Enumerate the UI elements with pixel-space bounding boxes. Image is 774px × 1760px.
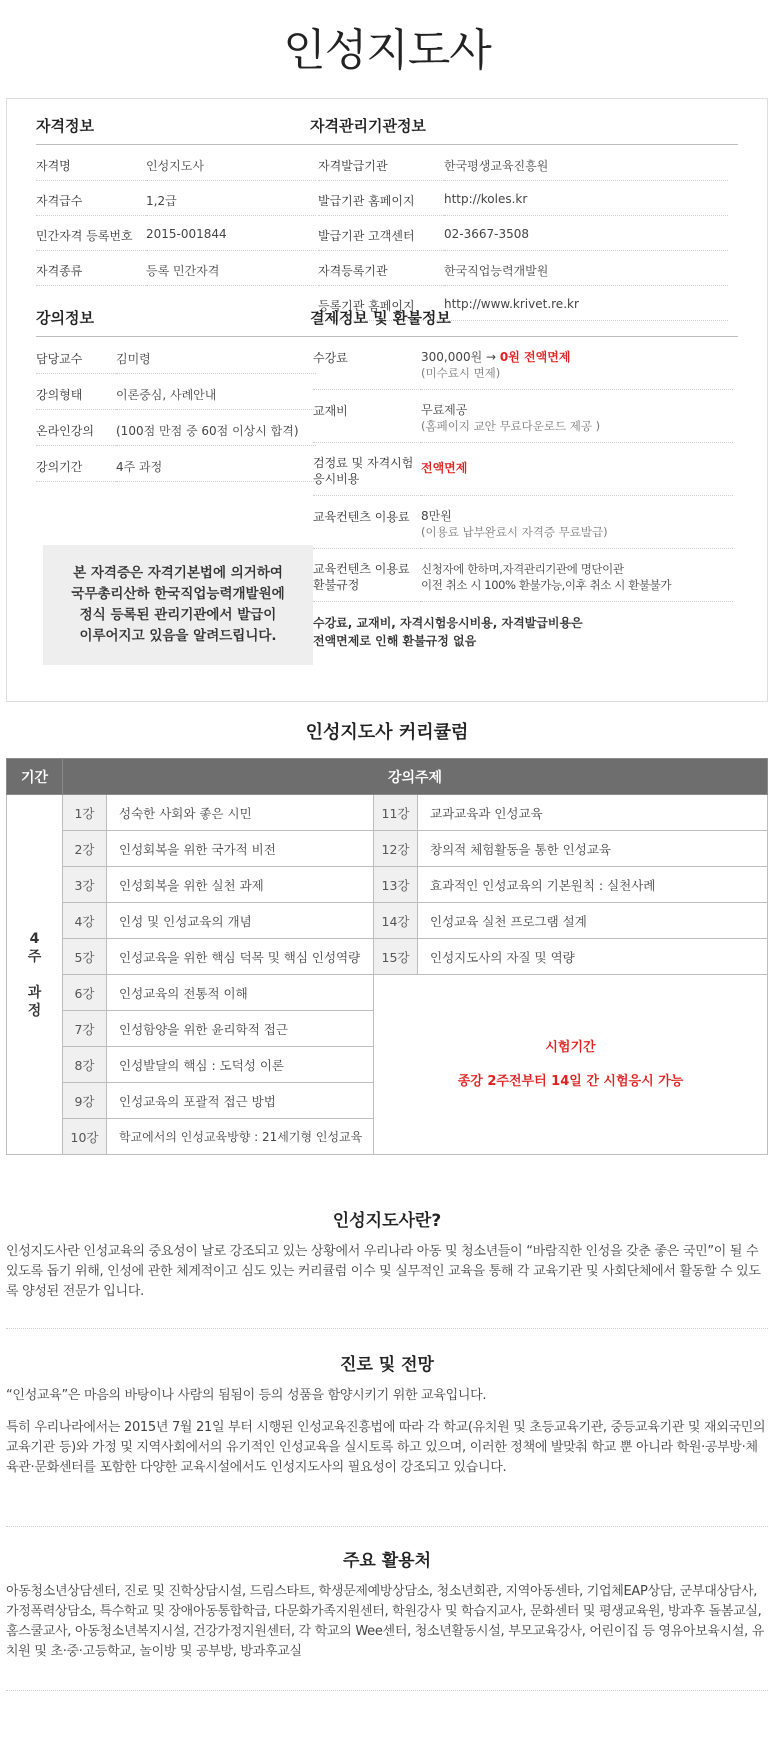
table-row bbox=[36, 181, 316, 216]
row-key: 자격발급기관 bbox=[318, 145, 444, 181]
table-row bbox=[36, 251, 316, 286]
row-key: 교육컨텐츠 이용료 bbox=[313, 496, 421, 549]
agency-table bbox=[318, 145, 728, 321]
table-row bbox=[7, 975, 768, 1011]
textbook-note: (홈페이지 교안 무료다운로드 제공 ) bbox=[421, 419, 601, 433]
agency-heading: 자격관리기관정보 bbox=[310, 115, 738, 145]
lesson-number: 9강 bbox=[63, 1083, 107, 1119]
lecture-section bbox=[36, 307, 316, 482]
curriculum-table bbox=[6, 758, 768, 1155]
lesson-number: 4강 bbox=[63, 903, 107, 939]
exam-period-text: 종강 2주전부터 14일 간 시험응시 가능 bbox=[457, 1073, 684, 1089]
refund-line: 신청자에 한하며,자격관리기관에 명단이관 bbox=[421, 562, 624, 576]
career-text-1: “인성교육”은 마음의 바탕이나 사람의 됨됨이 등의 성품을 함양시키기 위한 교육입니다. bbox=[6, 1388, 487, 1403]
table-row bbox=[36, 337, 316, 374]
lesson-topic: 인성지도사의 자질 및 역량 bbox=[418, 939, 768, 975]
table-row bbox=[313, 602, 733, 659]
about-title: 인성지도사란? bbox=[332, 1211, 442, 1231]
lesson-number: 11강 bbox=[374, 795, 418, 831]
refund-value bbox=[421, 549, 733, 602]
divider bbox=[6, 1690, 768, 1691]
lesson-number: 10강 bbox=[63, 1119, 107, 1155]
refund-footer bbox=[313, 602, 733, 659]
period-text: 정 bbox=[27, 1002, 42, 1019]
period-text: 4 bbox=[29, 930, 40, 947]
content-price: 8만원 bbox=[421, 509, 452, 523]
row-key: 자격급수 bbox=[36, 181, 146, 216]
table-row bbox=[7, 903, 768, 939]
table-row bbox=[36, 145, 316, 181]
lesson-number: 13강 bbox=[374, 867, 418, 903]
period-text: 과 bbox=[27, 984, 42, 1001]
table-row bbox=[313, 337, 733, 390]
tuition-free: 0원 전액면제 bbox=[499, 350, 571, 364]
refund-line: 이전 취소 시 100% 환불가능,이후 취소 시 환불불가 bbox=[421, 578, 672, 592]
lecture-table bbox=[36, 337, 316, 482]
lesson-topic: 인성회복을 위한 국가적 비전 bbox=[107, 831, 374, 867]
lesson-topic: 인성교육의 전통적 이해 bbox=[107, 975, 374, 1011]
page-title: 인성지도사 bbox=[283, 25, 491, 76]
row-value: 등록 민간자격 bbox=[146, 251, 316, 286]
period-cell bbox=[7, 795, 63, 1155]
row-value: 한국평생교육진흥원 bbox=[444, 145, 728, 181]
row-value: 4주 과정 bbox=[116, 446, 316, 482]
career-title: 진로 및 전망 bbox=[340, 1355, 434, 1375]
table-row bbox=[313, 443, 733, 496]
row-key: 강의기간 bbox=[36, 446, 116, 482]
lesson-topic: 인성교육의 포괄적 접근 방법 bbox=[107, 1083, 374, 1119]
qualification-heading: 자격정보 bbox=[36, 115, 316, 145]
lesson-number: 1강 bbox=[63, 795, 107, 831]
notice-line: 본 자격증은 자격기본법에 의거하여 bbox=[73, 565, 283, 581]
period-spacer bbox=[7, 966, 62, 984]
table-header-row bbox=[7, 759, 768, 795]
lecture-heading: 강의정보 bbox=[36, 307, 316, 337]
row-value: 이론중심, 사례안내 bbox=[116, 374, 316, 410]
table-row bbox=[7, 831, 768, 867]
payment-section bbox=[310, 307, 738, 658]
refund-footer-line: 수강료, 교재비, 자격시험응시비용, 자격발급비용은 bbox=[313, 616, 583, 630]
topic-header: 강의주제 bbox=[63, 759, 768, 795]
tuition-value bbox=[421, 337, 733, 390]
row-value: 인성지도사 bbox=[146, 145, 316, 181]
lesson-topic: 인성 및 인성교육의 개념 bbox=[107, 903, 374, 939]
table-row bbox=[36, 216, 316, 251]
content-note: (이용료 납부완료시 자격증 무료발급) bbox=[421, 525, 608, 539]
lesson-topic: 인성발달의 핵심 : 도덕성 이론 bbox=[107, 1047, 374, 1083]
notice-box bbox=[43, 545, 313, 665]
career-text-2: 특히 우리나라에서는 2015년 7월 21일 부터 시행된 인성교육진흥법에 따라 각 학교(유치원 및 초등교육기관, 중등교육기관 및 재외국민의 교육기관 등)와 가정 및 지역사회에서의 유기적인 인성교육을 실시토록 하고 있으며, 이러한 정책에 발맞춰 학교 뿐 아니라 학원·공부방·체육관·문화센터를 포함한 다양한 교육시설에서도 인성지도사의 필요성이 강조되고 있습니다. bbox=[6, 1420, 766, 1475]
row-key: 자격종류 bbox=[36, 251, 146, 286]
lesson-number: 5강 bbox=[63, 939, 107, 975]
lesson-number: 15강 bbox=[374, 939, 418, 975]
textbook-value bbox=[421, 390, 733, 443]
table-row bbox=[7, 795, 768, 831]
lesson-number: 2강 bbox=[63, 831, 107, 867]
refund-footer-line: 전액면제로 인해 환불규정 없음 bbox=[313, 634, 477, 648]
table-row bbox=[36, 410, 316, 446]
qualification-table bbox=[36, 145, 316, 286]
lesson-topic: 효과적인 인성교육의 기본원칙 : 실천사례 bbox=[418, 867, 768, 903]
period-text: 주 bbox=[27, 948, 42, 965]
lesson-topic: 인성회복을 위한 실천 과제 bbox=[107, 867, 374, 903]
content-value bbox=[421, 496, 733, 549]
tuition-price: 300,000원 → bbox=[421, 350, 497, 364]
lesson-topic: 창의적 체험활동을 통한 인성교육 bbox=[418, 831, 768, 867]
table-row bbox=[7, 867, 768, 903]
row-key bbox=[313, 443, 421, 496]
homepage-link[interactable]: http://koles.kr bbox=[444, 181, 728, 216]
exam-period-cell bbox=[374, 975, 768, 1155]
about-text: 인성지도사란 인성교육의 중요성이 날로 강조되고 있는 상황에서 우리나라 아동 및 청소년들이 “바람직한 인성을 갖춘 좋은 국민”이 될 수 있도록 돕기 위해, 인성에 관한 체계적이고 심도 있는 커리큘럼 이수 및 실무적인 교육을 통해 각 교육기관 및 사회단체에서 활동할 수 있도록 양성된 전문가 입니다. bbox=[6, 1244, 761, 1299]
lesson-number: 3강 bbox=[63, 867, 107, 903]
row-value: 1,2급 bbox=[146, 181, 316, 216]
tuition-note: (미수료시 면제) bbox=[421, 366, 501, 380]
exam-period-title: 시험기간 bbox=[545, 1039, 596, 1055]
row-key: 민간자격 등록번호 bbox=[36, 216, 146, 251]
row-key: 수강료 bbox=[313, 337, 421, 390]
table-row bbox=[318, 216, 728, 251]
row-key: 자격등록기관 bbox=[318, 251, 444, 286]
row-key-line: 교육컨텐츠 이용료 bbox=[313, 562, 410, 576]
table-row bbox=[36, 446, 316, 482]
lesson-topic: 학교에서의 인성교육방향 : 21세기형 인성교육 bbox=[107, 1119, 374, 1155]
row-value: 2015-001844 bbox=[146, 216, 316, 251]
row-key: 강의형태 bbox=[36, 374, 116, 410]
exam-value bbox=[421, 443, 733, 496]
agency-section bbox=[310, 115, 738, 321]
table-row bbox=[313, 390, 733, 443]
notice-line: 국무총리산하 한국직업능력개발원에 bbox=[71, 586, 285, 602]
row-key-line: 검정료 및 자격시험 bbox=[313, 456, 414, 470]
table-row bbox=[318, 181, 728, 216]
row-key: 교재비 bbox=[313, 390, 421, 443]
divider bbox=[6, 1328, 768, 1329]
usage-title: 주요 활용처 bbox=[342, 1551, 432, 1571]
notice-line: 정식 등록된 관리기관에서 발급이 bbox=[79, 607, 277, 623]
table-row bbox=[36, 374, 316, 410]
row-key: 온라인강의 bbox=[36, 410, 116, 446]
row-key: 자격명 bbox=[36, 145, 146, 181]
row-key: 등록기관 홈페이지 bbox=[318, 286, 444, 321]
lesson-topic: 교과교육과 인성교육 bbox=[418, 795, 768, 831]
curriculum-title: 인성지도사 커리큘럼 bbox=[305, 722, 469, 743]
lesson-topic: 인성교육을 위한 핵심 덕목 및 핵심 인성역량 bbox=[107, 939, 374, 975]
table-row bbox=[313, 549, 733, 602]
lesson-topic: 성숙한 사회와 좋은 시민 bbox=[107, 795, 374, 831]
row-key bbox=[313, 549, 421, 602]
row-value: 02-3667-3508 bbox=[444, 216, 728, 251]
lesson-number: 7강 bbox=[63, 1011, 107, 1047]
lesson-topic: 인성교육 실천 프로그램 설계 bbox=[418, 903, 768, 939]
info-box bbox=[6, 98, 768, 702]
divider bbox=[6, 1526, 768, 1527]
row-value: (100점 만점 중 60점 이상시 합격) bbox=[116, 410, 316, 446]
period-header: 기간 bbox=[7, 759, 63, 795]
payment-heading: 결제정보 및 환불정보 bbox=[310, 307, 738, 337]
usage-text: 아동청소년상담센터, 진로 및 진학상담시설, 드림스타트, 학생문제예방상담소, 청소년회관, 지역아동센타, 기업체EAP상담, 군부대상담사, 가정폭력상담소, 특수학교 및 장애아동통합학급, 다문화가족지원센터, 학원강사 및 학습지교사, 문화센터 및 평생교육원, 방과후 돌봄교실, 홈스쿨교사, 아동청소년복지시설, 건강가정지원센터, 각 학교의 Wee센터, 청소년활동시설, 부모교육강사, 어린이집 등 영유아보육시설, 유치원 및 초·중·고등학교, 놀이방 및 공부방, 방과후교실 bbox=[6, 1584, 765, 1659]
notice-line: 이루어지고 있음을 알려드립니다. bbox=[79, 628, 277, 644]
table-row bbox=[318, 251, 728, 286]
row-value: 한국직업능력개발원 bbox=[444, 251, 728, 286]
table-row bbox=[318, 145, 728, 181]
row-key: 담당교수 bbox=[36, 337, 116, 374]
lesson-number: 14강 bbox=[374, 903, 418, 939]
row-key: 발급기관 고객센터 bbox=[318, 216, 444, 251]
homepage-link[interactable]: http://www.krivet.re.kr bbox=[444, 286, 728, 321]
exam-free: 전액면제 bbox=[421, 461, 468, 475]
textbook-price: 무료제공 bbox=[421, 403, 468, 417]
table-row bbox=[7, 939, 768, 975]
row-key: 발급기관 홈페이지 bbox=[318, 181, 444, 216]
lesson-topic: 인성함양을 위한 윤리학적 접근 bbox=[107, 1011, 374, 1047]
row-value: 김미령 bbox=[116, 337, 316, 374]
qualification-section bbox=[36, 115, 316, 286]
table-row bbox=[313, 496, 733, 549]
lesson-number: 6강 bbox=[63, 975, 107, 1011]
payment-table bbox=[313, 337, 733, 658]
row-key-line: 환불규정 bbox=[313, 578, 360, 592]
row-key-line: 응시비용 bbox=[313, 472, 360, 486]
lesson-number: 8강 bbox=[63, 1047, 107, 1083]
lesson-number: 12강 bbox=[374, 831, 418, 867]
